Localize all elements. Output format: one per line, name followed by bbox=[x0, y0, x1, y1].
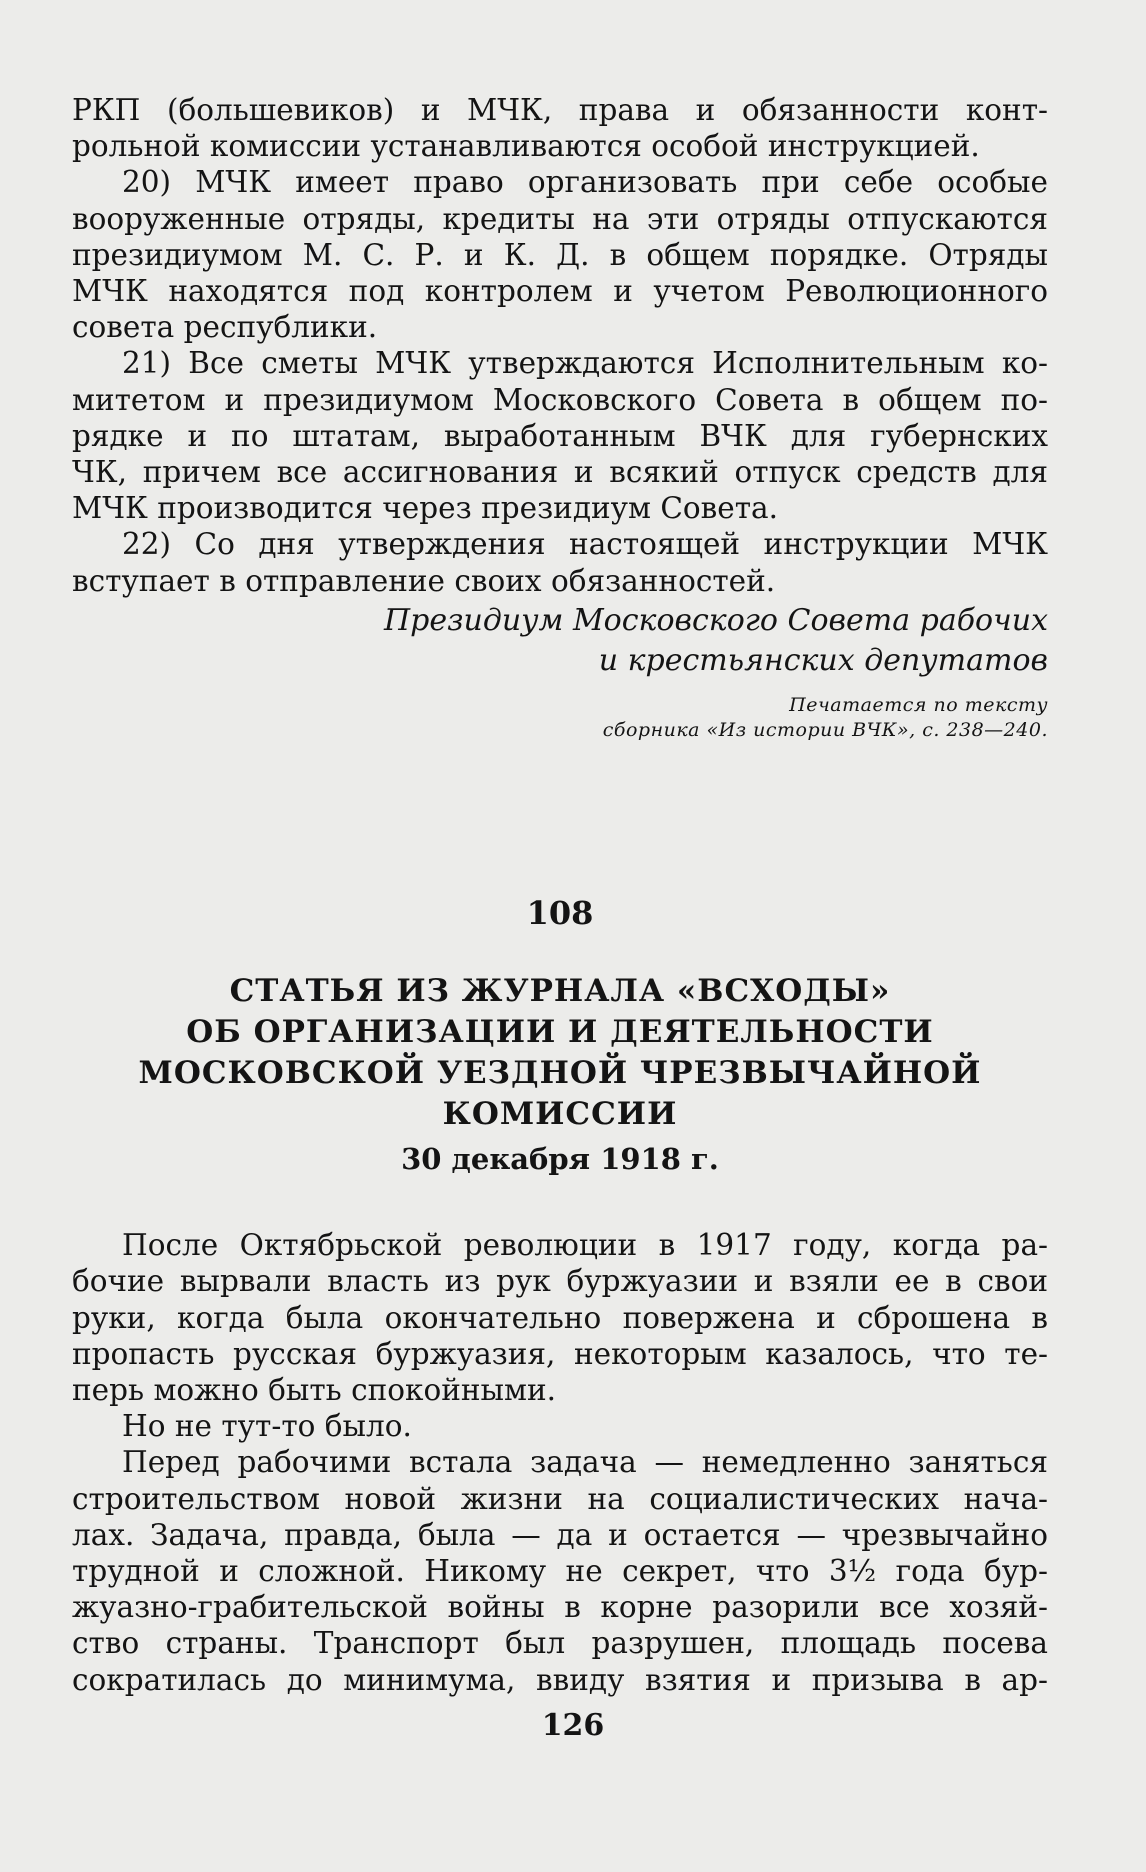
signature-line: и крестьянских депутатов bbox=[598, 642, 1048, 678]
text-line: вступает в отправление своих обязанностей. bbox=[72, 563, 776, 598]
text-line: рольной комиссии устанавливаются особой инструкцией. bbox=[72, 129, 980, 164]
title-line: ОБ ОРГАНИЗАЦИИ И ДЕЯТЕЛЬНОСТИ bbox=[186, 1014, 934, 1051]
title-line: СТАТЬЯ ИЗ ЖУРНАЛА «ВСХОДЫ» bbox=[229, 973, 891, 1010]
article-body bbox=[72, 1227, 1048, 1698]
text-line: президиумом М. С. Р. и К. Д. в общем порядке. Отряды bbox=[72, 237, 1048, 272]
paragraph bbox=[72, 526, 1048, 598]
text-line: митетом и президиумом Московского Совета в общем по- bbox=[72, 382, 1048, 417]
signature-block bbox=[72, 601, 1048, 681]
text-line: После Октябрьской революции в 1917 году, когда ра- bbox=[122, 1228, 1048, 1263]
text-line: ство страны. Транспорт был разрушен, площадь посева bbox=[72, 1626, 1048, 1661]
text-line: перь можно быть спокойными. bbox=[72, 1373, 557, 1408]
source-note-line: Печатается по тексту bbox=[789, 693, 1048, 716]
text-line: жуазно-грабительской войны в корне разорили все хозяй- bbox=[72, 1590, 1048, 1625]
instruction-end-section bbox=[72, 92, 1048, 599]
text-line: вооруженные отряды, кредиты на эти отряды отпускаются bbox=[72, 201, 1048, 236]
text-line: бочие вырвали власть из рук буржуазии и взяли ее в свои bbox=[72, 1264, 1048, 1299]
text-line: лах. Задача, правда, была — да и остается — чрезвычайно bbox=[72, 1517, 1048, 1552]
text-line: трудной и сложной. Никому не секрет, что 3½ года бур- bbox=[72, 1554, 1048, 1589]
text-line: 21) Все сметы МЧК утверждаются Исполнительным ко- bbox=[122, 346, 1048, 381]
document-title bbox=[72, 971, 1048, 1135]
paragraph bbox=[72, 345, 1048, 526]
text-line: пропасть русская буржуазия, некоторым казалось, что те- bbox=[72, 1336, 1048, 1371]
paragraph bbox=[72, 164, 1048, 345]
text-line: МЧК производится через президиум Совета. bbox=[72, 491, 779, 526]
source-note bbox=[72, 693, 1048, 743]
paragraph bbox=[72, 92, 1048, 164]
text-line: Но не тут-то было. bbox=[122, 1409, 412, 1444]
text-line: ЧК, причем все ассигнования и всякий отпуск средств для bbox=[72, 455, 1048, 490]
text-line: строительством новой жизни на социалистических нача- bbox=[72, 1481, 1048, 1516]
text-line: РКП (большевиков) и МЧК, права и обязанности конт- bbox=[72, 93, 1048, 127]
paragraph bbox=[72, 1408, 1048, 1444]
text-line: Перед рабочими встала задача — немедленно заняться bbox=[122, 1445, 1048, 1480]
text-line: МЧК находятся под контролем и учетом Революционного bbox=[72, 274, 1048, 309]
text-line: 22) Со дня утверждения настоящей инструкции МЧК bbox=[122, 527, 1048, 562]
document-number: 108 bbox=[526, 893, 594, 932]
text-line: совета республики. bbox=[72, 310, 378, 345]
paragraph bbox=[72, 1227, 1048, 1408]
page-number: 126 bbox=[541, 1708, 605, 1743]
paragraph bbox=[72, 1444, 1048, 1697]
signature-line: Президиум Московского Совета рабочих bbox=[384, 602, 1048, 638]
text-line: руки, когда была окончательно повержена и сброшена в bbox=[72, 1300, 1048, 1335]
text-line: рядке и по штатам, выработанным ВЧК для губернских bbox=[72, 418, 1048, 453]
title-line: КОМИССИИ bbox=[442, 1096, 678, 1133]
document-date: 30 декабря 1918 г. bbox=[401, 1142, 719, 1177]
page-content bbox=[72, 92, 1048, 1698]
text-line: 20) МЧК имеет право организовать при себе особые bbox=[122, 165, 1048, 200]
source-note-line: сборника «Из истории ВЧК», с. 238—240. bbox=[602, 718, 1048, 741]
title-line: МОСКОВСКОЙ УЕЗДНОЙ ЧРЕЗВЫЧАЙНОЙ bbox=[138, 1055, 982, 1092]
text-line: сократилась до минимума, ввиду взятия и призыва в ар- bbox=[72, 1662, 1048, 1697]
